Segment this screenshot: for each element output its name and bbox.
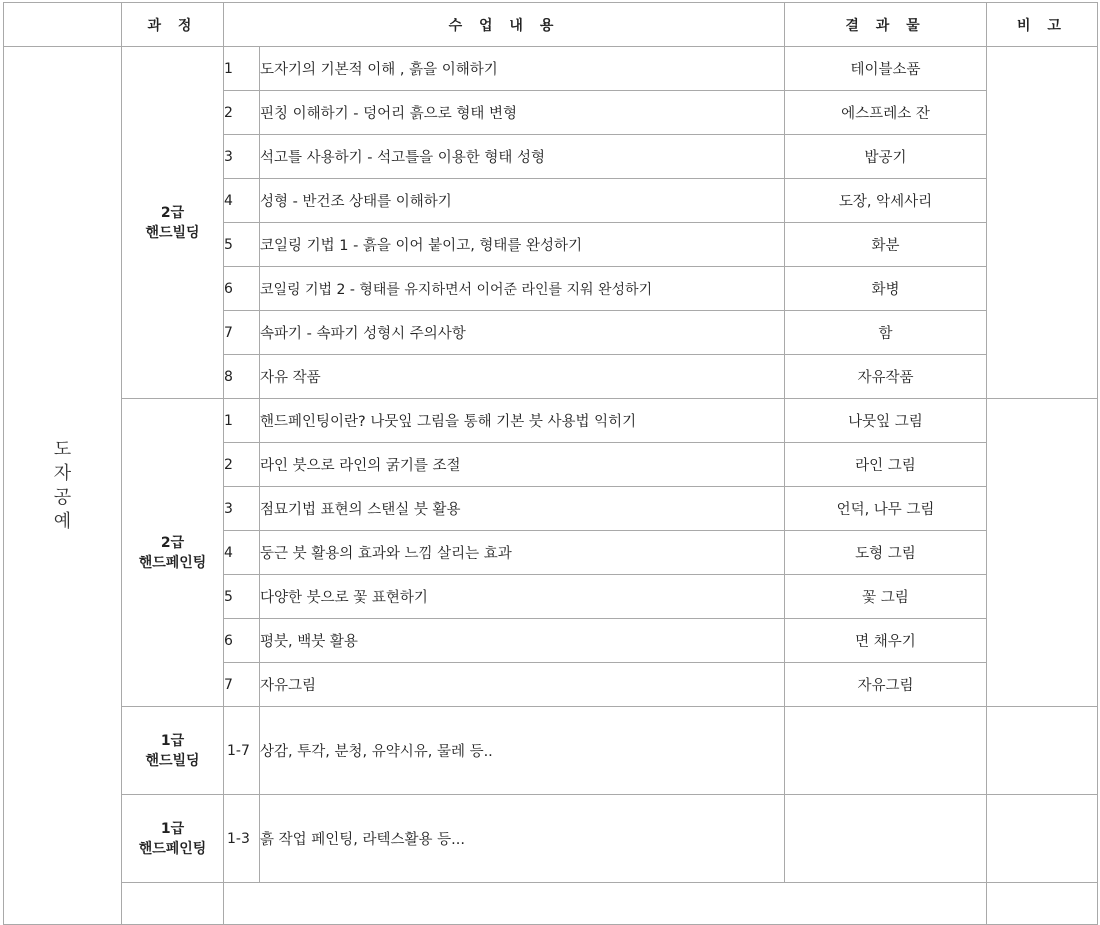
row-number: 5 xyxy=(224,223,260,267)
row-number: 2 xyxy=(224,91,260,135)
header-note: 비 고 xyxy=(987,3,1098,47)
row-result: 자유작품 xyxy=(785,355,987,399)
empty-row xyxy=(4,883,1098,925)
row-number: 4 xyxy=(224,531,260,575)
row-content: 석고틀 사용하기 - 석고틀을 이용한 형태 성형 xyxy=(260,135,785,179)
table-row xyxy=(4,707,1098,795)
header-course: 과 정 xyxy=(122,3,224,47)
table-row xyxy=(4,795,1098,883)
row-content: 도자기의 기본적 이해 , 흙을 이해하기 xyxy=(260,47,785,91)
course-level: 2급 xyxy=(160,204,185,221)
row-result xyxy=(785,707,987,795)
empty-cell xyxy=(122,883,224,925)
note-cell xyxy=(987,47,1098,399)
row-result: 나뭇잎 그림 xyxy=(785,399,987,443)
row-content: 라인 붓으로 라인의 굵기를 조절 xyxy=(260,443,785,487)
row-result: 함 xyxy=(785,311,987,355)
table-row xyxy=(4,399,1098,443)
header-content: 수 업 내 용 xyxy=(224,3,785,47)
course-cell xyxy=(122,47,224,399)
row-number: 1-7 xyxy=(224,707,260,795)
note-cell xyxy=(987,707,1098,795)
row-number: 5 xyxy=(224,575,260,619)
course-cell xyxy=(122,399,224,707)
note-cell xyxy=(987,795,1098,883)
row-number: 1 xyxy=(224,399,260,443)
note-cell xyxy=(987,399,1098,707)
row-number: 4 xyxy=(224,179,260,223)
row-result: 도장, 악세사리 xyxy=(785,179,987,223)
course-level: 1급 xyxy=(160,732,185,749)
category-char: 공 xyxy=(53,486,72,508)
row-number: 7 xyxy=(224,663,260,707)
header-row xyxy=(4,3,1098,47)
row-content: 점묘기법 표현의 스탠실 붓 활용 xyxy=(260,487,785,531)
header-result: 결 과 물 xyxy=(785,3,987,47)
row-result xyxy=(785,795,987,883)
row-result: 라인 그림 xyxy=(785,443,987,487)
row-result: 화병 xyxy=(785,267,987,311)
course-name: 핸드빌딩 xyxy=(145,224,200,241)
curriculum-table xyxy=(3,2,1098,925)
row-content: 성형 - 반건조 상태를 이해하기 xyxy=(260,179,785,223)
course-level: 1급 xyxy=(160,820,185,837)
row-content: 둥근 붓 활용의 효과와 느낌 살리는 효과 xyxy=(260,531,785,575)
row-result: 꽃 그림 xyxy=(785,575,987,619)
row-result: 자유그림 xyxy=(785,663,987,707)
course-cell xyxy=(122,707,224,795)
row-content: 평붓, 백붓 활용 xyxy=(260,619,785,663)
row-number: 1-3 xyxy=(224,795,260,883)
row-result: 밥공기 xyxy=(785,135,987,179)
course-cell xyxy=(122,795,224,883)
row-number: 3 xyxy=(224,135,260,179)
row-content: 다양한 붓으로 꽃 표현하기 xyxy=(260,575,785,619)
row-number: 8 xyxy=(224,355,260,399)
category-char: 자 xyxy=(53,462,72,484)
row-content: 상감, 투각, 분청, 유약시유, 물레 등.. xyxy=(260,707,785,795)
header-category xyxy=(4,3,122,47)
row-content: 핸드페인팅이란? 나뭇잎 그림을 통해 기본 붓 사용법 익히기 xyxy=(260,399,785,443)
course-name: 핸드페인팅 xyxy=(138,554,207,571)
course-name: 핸드빌딩 xyxy=(145,752,200,769)
course-level: 2급 xyxy=(160,534,185,551)
row-content: 자유그림 xyxy=(260,663,785,707)
table-row xyxy=(4,47,1098,91)
category-char: 예 xyxy=(53,510,72,532)
row-number: 1 xyxy=(224,47,260,91)
row-content: 속파기 - 속파기 성형시 주의사항 xyxy=(260,311,785,355)
row-result: 에스프레소 잔 xyxy=(785,91,987,135)
row-result: 화분 xyxy=(785,223,987,267)
category-char: 도 xyxy=(53,438,72,460)
row-result: 테이블소품 xyxy=(785,47,987,91)
row-content: 핀칭 이해하기 - 덩어리 흙으로 형태 변형 xyxy=(260,91,785,135)
row-number: 6 xyxy=(224,619,260,663)
row-result: 언덕, 나무 그림 xyxy=(785,487,987,531)
row-number: 7 xyxy=(224,311,260,355)
row-content: 흙 작업 페인팅, 라텍스활용 등... xyxy=(260,795,785,883)
row-number: 2 xyxy=(224,443,260,487)
row-content: 자유 작품 xyxy=(260,355,785,399)
row-number: 6 xyxy=(224,267,260,311)
row-content: 코일링 기법 2 - 형태를 유지하면서 이어준 라인를 지워 완성하기 xyxy=(260,267,785,311)
empty-cell xyxy=(224,883,987,925)
empty-cell xyxy=(987,883,1098,925)
category-cell xyxy=(4,47,122,925)
row-result: 면 채우기 xyxy=(785,619,987,663)
course-name: 핸드페인팅 xyxy=(138,840,207,857)
row-result: 도형 그림 xyxy=(785,531,987,575)
row-number: 3 xyxy=(224,487,260,531)
row-content: 코일링 기법 1 - 흙을 이어 붙이고, 형태를 완성하기 xyxy=(260,223,785,267)
